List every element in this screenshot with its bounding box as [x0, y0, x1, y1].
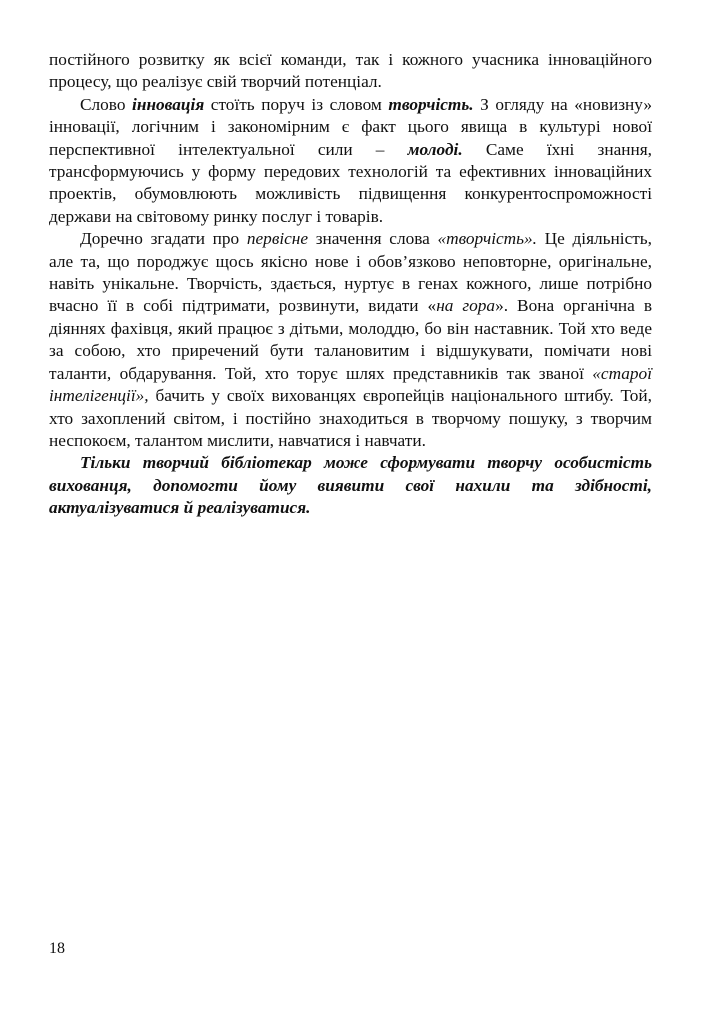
text-run: Доречно згадати про [80, 229, 247, 249]
italic-original: первісне [246, 229, 309, 249]
body-text [49, 49, 652, 520]
italic-old-intelligentsia: «старої інтелігенції», [49, 363, 652, 406]
italic-na-hora: на гора [436, 296, 496, 316]
emphasis-innovation: інновація [132, 94, 205, 114]
text-run: ». Вона органічна в діяннях фахівця, який працює з дітьми, молоддю, бо він наставник. Той хто веде за собою, хто приречений бути талановитим і відшукувати, помічати нові таланти, обдарування. Той, хто торує шлях представників так званої [49, 296, 653, 383]
text-run: Це діяльність, але та, що породжує щось якісно нове і обов’язково неповторне, оригінальне, навіть унікальне. Творчість, здається, нуртує в генах кожного, лише потрібно вчасно її в собі підтримати, розвинути, видати « [49, 229, 653, 316]
emphasis-creativity: творчість. [388, 94, 474, 114]
text-run: значення слова [308, 229, 438, 249]
text-run: Саме їхні знання, трансформуючись у форму передових технологій та ефективних інноваційних проектів, обумовлюють можливість підвищення конкурентоспроможності держави на світовому ринку послуг і товарів. [49, 139, 653, 226]
italic-creativity-quote: «творчість». [437, 229, 537, 249]
emphasized-conclusion: Тільки творчий бібліотекар може сформувати творчу особистість вихованця, допомогти йому виявити свої нахили та здібності, актуалізуватися й реалізуватися. [49, 453, 652, 518]
text-run: Слово [80, 94, 133, 114]
text-run: З огляду на «новизну» інновації, логічним і закономірним є факт цього явища в культурі нової перспективної інтелектуальної сили – [49, 94, 653, 159]
text-run: постійного розвитку як всієї команди, так і кожного учасника інноваційного процесу, що реалізує свій творчий потенціал. [49, 50, 652, 92]
page-number: 18 [49, 940, 65, 957]
paragraph-2 [49, 94, 652, 228]
text-run: бачить у своїх вихованцях європейців національного штибу. Той, хто захоплений світом, і постійно знаходиться в творчому пошуку, з творчим неспокоєм, талантом мислити, навчатися і навчати. [49, 386, 652, 450]
paragraph-1 [49, 49, 652, 94]
paragraph-4-emphasized [49, 452, 652, 519]
paragraph-3 [49, 228, 652, 452]
text-run: стоїть поруч із словом [204, 94, 389, 114]
emphasis-youth: молоді. [407, 139, 463, 159]
